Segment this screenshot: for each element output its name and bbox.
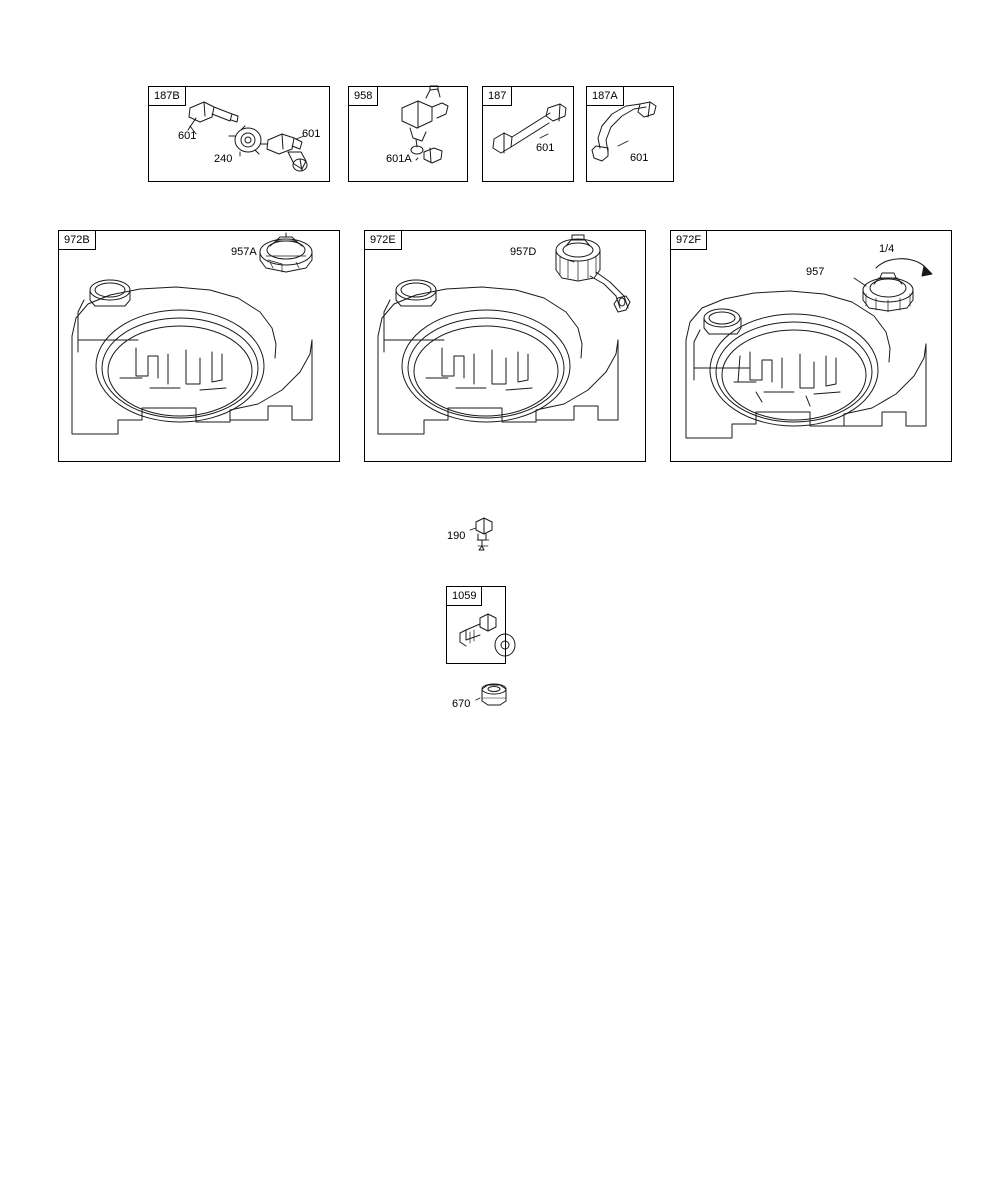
callout-quarter-turn: 1/4 xyxy=(879,243,895,255)
callout-601A: 601A xyxy=(386,153,412,165)
part-box-label-958: 958 xyxy=(349,87,378,106)
part-box-label-1059: 1059 xyxy=(447,587,482,606)
part-box-label-187: 187 xyxy=(483,87,512,106)
part-box-972F[interactable] xyxy=(670,230,952,462)
part-box-972E[interactable] xyxy=(364,230,646,462)
part-box-label-972E: 972E xyxy=(365,231,402,250)
callout-601-left: 601 xyxy=(178,130,197,142)
callout-670: 670 xyxy=(452,698,471,710)
part-box-label-972F: 972F xyxy=(671,231,707,250)
art-670 xyxy=(476,684,506,705)
part-box-label-187B: 187B xyxy=(149,87,186,106)
part-box-187A[interactable] xyxy=(586,86,674,182)
part-box-label-187A: 187A xyxy=(587,87,624,106)
callout-190: 190 xyxy=(447,530,466,542)
callout-957D: 957D xyxy=(510,246,537,258)
part-box-972B[interactable] xyxy=(58,230,340,462)
part-box-958[interactable] xyxy=(348,86,468,182)
part-box-187[interactable] xyxy=(482,86,574,182)
callout-601-hose: 601 xyxy=(536,142,555,154)
callout-957A: 957A xyxy=(231,246,257,258)
part-box-label-972B: 972B xyxy=(59,231,96,250)
callout-601-elbow: 601 xyxy=(630,152,649,164)
art-190 xyxy=(470,518,492,550)
part-box-1059[interactable] xyxy=(446,586,506,664)
callout-601-right: 601 xyxy=(302,128,321,140)
callout-240: 240 xyxy=(214,153,233,165)
callout-957: 957 xyxy=(806,266,825,278)
